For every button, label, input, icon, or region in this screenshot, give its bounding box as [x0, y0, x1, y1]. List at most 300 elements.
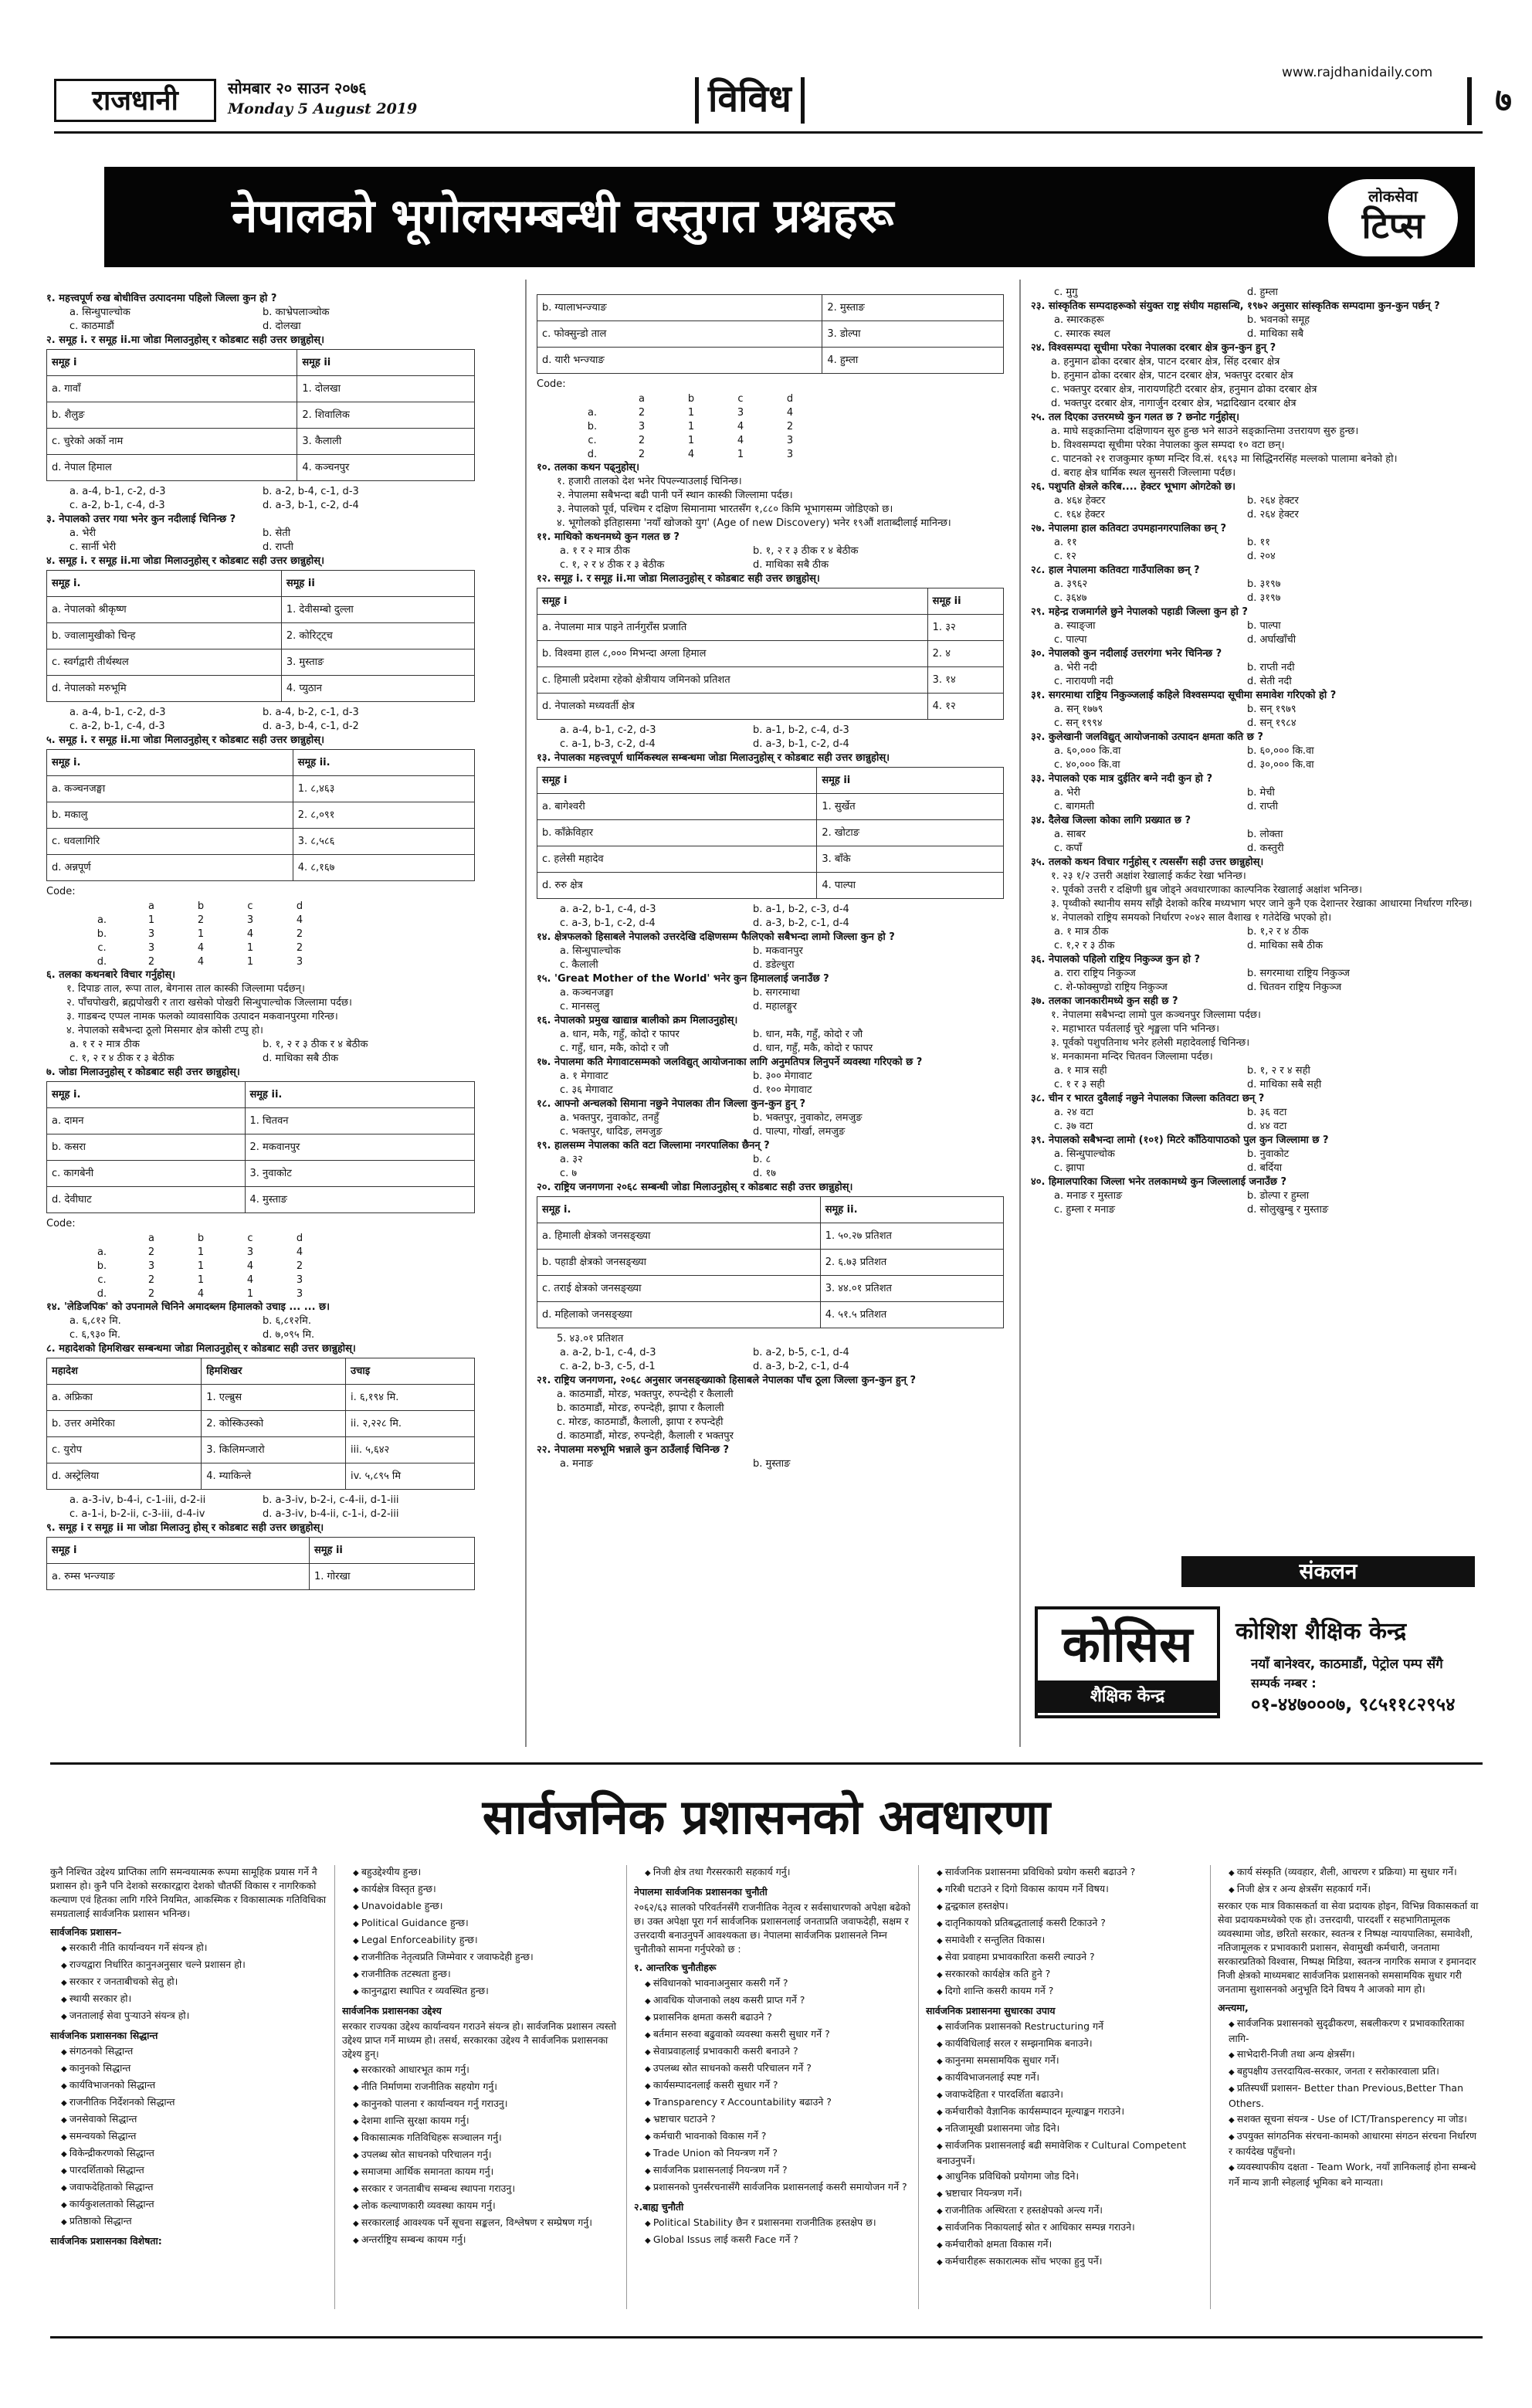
- code-cell: d.: [97, 1287, 107, 1300]
- article-bullet: ◆ कार्यसम्पादनलाई कसरी सुधार गर्ने ?: [634, 2078, 912, 2094]
- masthead-rule: [54, 131, 1483, 134]
- article-divider: [626, 1865, 627, 2309]
- answer-options: [1031, 842, 1486, 855]
- table-cell: 1. ३२: [927, 615, 1003, 641]
- article-paragraph: सरकार राज्यका उद्देश्य कार्यान्वयन गराउने संयन्त्र हो। सार्वजनिक प्रशासन त्यस्तो उद्देश्य प्राप्त गर्ने माध्यम हो। तसर्थ, सरकारका उद्देश्य नै सार्वजनिक प्रशासनका उद्देश्य हुन्।: [342, 2020, 616, 2060]
- answer-option: c. ४०,००० कि.वा: [1054, 759, 1120, 771]
- statement-item: b. काठमाडौं, मोरङ, रुपन्देही, झापा र कैलाली: [557, 1402, 724, 1414]
- table-cell: a. नेपालमा मात्र पाइने तार्नगुराँस प्रजाति: [537, 615, 928, 641]
- table-cell: 2. शिवालिक: [297, 402, 475, 429]
- answer-option: c. काठमाडौं: [69, 321, 114, 332]
- article-paragraph: कुनै निश्चित उद्देश्य प्राप्तिका लागि समन्वयात्मक रूपमा सामूहिक प्रयास गर्ने नै प्रशासन हो। कुनै पनि देशको सरकारद्वारा देशको चौतर्फी विकास र नागरिकको कल्याण एवं हितका लागि गरिने नियमित, आकस्मिक र विकासात्मक गतिविधिका समग्रतालाई सार्वजनिक प्रशासन भनिन्छ।: [50, 1866, 327, 1919]
- answer-option: b. मुस्ताङ: [753, 1458, 791, 1470]
- answer-options: [537, 1167, 1004, 1180]
- table-cell: 1. दोलखा: [297, 376, 475, 402]
- article-bullet: ◆ दातृनिकायको प्रतिबद्धतालाई कसरी टिकाउने ?: [926, 1916, 1204, 1931]
- table-cell: 1. सुर्खेत: [817, 794, 1004, 820]
- institute-logo: [1035, 1606, 1220, 1718]
- answer-options: [1031, 1106, 1486, 1119]
- article-bullet: ◆ सरकारलाई आवश्यक पर्ने सूचना सङ्कलन, विश्लेषण र सम्प्रेषण गर्नु।: [342, 2216, 620, 2231]
- table-row: [537, 1276, 1004, 1302]
- article-bullet: ◆ संविधानको भावनाअनुसार कसरी गर्ने ?: [634, 1976, 912, 1992]
- article-bullet: ◆ Legal Enforceability हुन्छ।: [342, 1933, 620, 1948]
- code-cell: 3: [296, 1274, 303, 1286]
- code-cell: 3: [786, 434, 794, 446]
- question-text: २. समूह i. र समूह ii.मा जोडा मिलाउनुहोस् र कोडबाट सही उत्तर छान्नुहोस्।: [46, 334, 325, 346]
- article-bullet: ◆ आधुनिक प्रविधिको प्रयोगमा जोड दिने।: [926, 2169, 1204, 2185]
- table-row: [47, 455, 475, 481]
- table-header-cell: समूह ii: [309, 1538, 474, 1564]
- article-bullet: ◆ भ्रष्टाचार घटाउने ?: [634, 2112, 912, 2128]
- table-cell: d. महिलाको जनसङ्ख्या: [537, 1302, 821, 1328]
- answer-option: a. धान, मकै, गहुँ, कोदो र फापर: [560, 1029, 680, 1040]
- table-row: [47, 376, 475, 402]
- code-cell: 2: [296, 928, 303, 940]
- answer-options: [1031, 286, 1486, 299]
- article-bullet: ◆ बहुउद्देश्यीय हुन्छ।: [342, 1865, 620, 1881]
- article-bullet: ◆ कर्मचारी भावनाको विकास गर्ने ?: [634, 2129, 912, 2145]
- answer-option: d. a-3-iv, b-4-ii, c-1-i, d-2-iii: [263, 1508, 399, 1520]
- answer-options: [46, 306, 475, 319]
- statement-item: ४. भूगोलको इतिहासमा 'नयाँ खोजको युग' (Age of new Discovery) भनेर १९औं शताब्दीलाई मानिन्छ।: [557, 517, 951, 529]
- table-cell: 3. नुवाकोट: [245, 1161, 475, 1187]
- answer-options: [46, 499, 475, 512]
- table-row: [47, 597, 475, 623]
- code-cell: 4: [296, 1246, 303, 1258]
- answer-options: [537, 1457, 1004, 1470]
- code-cell: 3: [638, 420, 646, 432]
- answer-option: d. बर्दिया: [1247, 1162, 1283, 1174]
- table-cell: b. पहाडी क्षेत्रको जनसङ्ख्या: [537, 1250, 821, 1276]
- answer-options: [46, 1052, 475, 1065]
- question-text: ६. तलका कथनबारे विचार गर्नुहोस्।: [46, 969, 176, 981]
- table-cell: 4. म्याकिन्ले: [202, 1463, 346, 1490]
- article-bullet: ◆ उपलब्ध स्रोत साधनको परिचालन गर्नु।: [342, 2148, 620, 2163]
- table-cell: 4. १२: [927, 694, 1003, 720]
- table-cell: b. काँक्रेविहार: [537, 820, 817, 846]
- code-cell: 1: [197, 1260, 205, 1272]
- article-divider: [918, 1865, 919, 2309]
- article-bullet: ◆ राजनीतिक तटस्थता हुन्छ।: [342, 1967, 620, 1982]
- statement-item: २. पाँचपोखरी, ब्रह्मपोखरी र तारा खसेको पोखरी सिन्धुपाल्चोक जिल्लामा पर्दछ।: [66, 997, 352, 1009]
- answer-option: a. ४६४ हेक्टर: [1054, 495, 1106, 507]
- answer-options: [537, 544, 1004, 558]
- answer-option: d. डडेल्धुरा: [753, 959, 795, 971]
- answer-options: [1031, 981, 1486, 994]
- answer-option: a. १ मेगावाट: [560, 1070, 608, 1082]
- table-header-row: [537, 1197, 1004, 1223]
- answer-option: d. १०० मेगावाट: [753, 1084, 812, 1096]
- table-cell: c. स्वर्गद्वारी तीर्थस्थल: [47, 649, 282, 676]
- code-cell: c.: [588, 434, 597, 446]
- answer-option: b. मकवानपुर: [753, 945, 803, 957]
- answer-options: [1031, 1148, 1486, 1161]
- code-cell: 2: [147, 1274, 155, 1286]
- table-row: [47, 429, 475, 455]
- statement-item: ३. नेपालको पूर्व, पश्चिम र दक्षिण सिमानामा भारतसँग १,८८० किमि भूभागसम्म जोडिएको छ।: [557, 504, 893, 515]
- answer-options: [1031, 758, 1486, 772]
- answer-option: a. सन् १७७९: [1054, 704, 1103, 715]
- answer-options: [537, 903, 1004, 916]
- answer-option: a. ३२: [560, 1154, 583, 1165]
- article-column-5: [1218, 1865, 1483, 2313]
- article-bullet: ◆ बर्तमान सरुवा बढुवाको व्यवस्था कसरी सुधार गर्ने ?: [634, 2027, 912, 2043]
- answer-option: d. अर्घाखाँची: [1247, 634, 1296, 646]
- article-bullet: ◆ गरिबी घटाउने र दिगो विकास कायम गर्ने विषय।: [926, 1882, 1204, 1898]
- site-url[interactable]: www.rajdhanidaily.com: [1282, 65, 1433, 80]
- statement-item: a. माघे सङ्क्रान्तिमा दक्षिणायन सुरु हुन्छ भने साउने सङ्क्रान्तिमा उत्तरायण सुरु हुन्छ।: [1051, 426, 1359, 437]
- answer-options: [537, 1070, 1004, 1083]
- table-row: [537, 667, 1004, 694]
- statement-item: 5. ४३.०१ प्रतिशत: [557, 1333, 624, 1345]
- article-bullet: ◆ अन्तर्राष्ट्रिय सम्बन्ध कायम गर्नु।: [342, 2233, 620, 2248]
- answer-option: d. a-3, b-1, c-2, d-4: [263, 500, 359, 511]
- match-table: [46, 749, 475, 881]
- match-table: [537, 767, 1004, 899]
- article-bullet: ◆ उपयुक्त सांगठनिक संरचना-कामको आधारमा संगठन संरचना निर्धारण र कार्यदेख पहुँचनो।: [1218, 2129, 1483, 2159]
- code-label: Code:: [537, 378, 566, 390]
- article-heading: सार्वजनिक प्रशासनका विशेषता:: [50, 2235, 162, 2247]
- table-cell: 2. ६.७३ प्रतिशत: [820, 1250, 1003, 1276]
- code-cell: 1: [197, 1246, 205, 1258]
- answer-option: c. ७: [560, 1168, 578, 1179]
- table-row: [47, 802, 475, 829]
- code-cell: b.: [97, 928, 107, 940]
- answer-options: [1031, 675, 1486, 688]
- table-row: [47, 855, 475, 881]
- article-heading: २.बाह्य चुनौती: [634, 2201, 684, 2213]
- section-title: विविध: [695, 77, 805, 124]
- table-header-cell: समूह ii: [297, 350, 475, 376]
- code-cell: 1: [687, 420, 695, 432]
- answer-options: [537, 917, 1004, 930]
- answer-option: d. a-3, b-2, c-1, d-4: [753, 917, 849, 929]
- code-cell: 2: [786, 420, 794, 432]
- code-cell: 4: [197, 941, 205, 954]
- article-bullet: ◆ निजी क्षेत्र तथा गैरसरकारी सहकार्य गर्नु।: [634, 1865, 912, 1881]
- answer-option: c. ६,९३० मि.: [69, 1329, 120, 1341]
- statement-item: a. हनुमान ढोका दरबार क्षेत्र, पाटन दरबार क्षेत्र, सिंह दरबार क्षेत्र: [1051, 356, 1280, 368]
- code-cell: d.: [97, 955, 107, 968]
- code-cell: 4: [737, 420, 744, 432]
- article-bullet: ◆ Transparency र Accountability बढाउने ?: [634, 2095, 912, 2111]
- answer-options: [1031, 939, 1486, 952]
- code-cell: b: [687, 392, 695, 405]
- table-header-row: [47, 750, 475, 776]
- table-header-row: [47, 1538, 475, 1564]
- article-bullet: ◆ कार्यक्षेत्र विस्तृत हुन्छ।: [342, 1882, 620, 1898]
- answer-options: [1031, 925, 1486, 938]
- answer-option: b. ११: [1247, 537, 1271, 548]
- code-cell: 3: [147, 928, 155, 940]
- table-cell: a. दामन: [47, 1108, 246, 1134]
- answer-option: d. २०४: [1247, 551, 1276, 562]
- table-cell: 1. ८,४६३: [293, 776, 474, 802]
- statement-item: ३. पूर्वको पशुपतिनाथ भनेर हलेसी महादेवलाई चिनिन्छ।: [1051, 1037, 1250, 1049]
- table-cell: c. तराई क्षेत्रको जनसङ्ख्या: [537, 1276, 821, 1302]
- code-cell: 2: [638, 434, 646, 446]
- table-header-cell: उचाइ: [345, 1358, 474, 1385]
- question-text: ८. महादेशको हिमशिखर सम्बन्धमा जोडा मिलाउनुहोस् र कोडबाट सही उत्तर छान्नुहोस्।: [46, 1343, 356, 1355]
- answer-option: c. सार्नी भेरी: [69, 541, 117, 553]
- quiz-column-2: [537, 292, 1004, 1744]
- table-cell: c. चुरेको अर्को नाम: [47, 429, 297, 455]
- answer-option: c. a-2, b-1, c-4, d-3: [69, 721, 165, 732]
- code-cell: a: [148, 900, 154, 912]
- table-header-row: [47, 1082, 475, 1108]
- article-bullet: ◆ प्रशासनिक क्षमता कसरी बढाउने ?: [634, 2010, 912, 2026]
- table-row: [47, 1385, 475, 1411]
- article-bullet: ◆ कार्यकुशलताको सिद्धान्त: [50, 2197, 328, 2213]
- answer-option: d. ७,०९५ मि.: [263, 1329, 315, 1341]
- table-cell: d. रुरु क्षेत्र: [537, 873, 817, 899]
- match-table: [46, 1081, 475, 1213]
- question-text: २४. विश्वसम्पदा सूचीमा परेका नेपालका दरबार क्षेत्र कुन-कुन हुन् ?: [1031, 342, 1276, 354]
- table-cell: 4. पाल्पा: [817, 873, 1004, 899]
- column-divider: [525, 280, 527, 1747]
- quiz-banner: नेपालको भूगोलसम्बन्धी वस्तुगत प्रश्नहरू: [104, 167, 1475, 267]
- statement-item: c. मोरङ, काठमाडौं, कैलाली, झापा र रुपन्देही: [557, 1416, 724, 1428]
- table-header-row: [537, 768, 1004, 794]
- article-bullet: ◆ राजनीतिक निर्देशनको सिद्धान्त: [50, 2095, 328, 2111]
- badge-big-text: टिप्स: [1361, 205, 1425, 246]
- answer-option: d. a-3, b-2, c-1, d-4: [753, 1361, 849, 1372]
- answer-option: b. डोल्पा र हुम्ला: [1247, 1190, 1310, 1202]
- article-bullet: ◆ कानुनद्वारा स्थापित र व्यवस्थित हुन्छ।: [342, 1984, 620, 1999]
- article-bullet: ◆ सार्वजनिक प्रशासनलाई बढी समावेशिक र Cultural Competent बनाउनुपर्ने।: [926, 2138, 1204, 2168]
- code-cell: 4: [246, 1260, 254, 1272]
- article-bullet: ◆ सार्वजनिक प्रशासनमा प्रविधिको प्रयोग कसरी बढाउने ?: [926, 1865, 1204, 1881]
- contact-label: सम्पर्क नम्बर :: [1251, 1676, 1317, 1691]
- answer-options: [1031, 508, 1486, 521]
- table-cell: a. गावाँ: [47, 376, 297, 402]
- answer-option: b. २६४ हेक्टर: [1247, 495, 1299, 507]
- code-cell: d: [786, 392, 794, 405]
- answer-option: b. ३६ वटा: [1247, 1107, 1287, 1118]
- answer-option: b. a-2, b-4, c-1, d-3: [263, 486, 359, 497]
- article-bullet: ◆ पारदर्शिताको सिद्धान्त: [50, 2163, 328, 2179]
- institute-name: कोशिश शैक्षिक केन्द्र: [1235, 1618, 1407, 1645]
- table-header-row: [47, 571, 475, 597]
- table-cell: 4. मुस्ताङ: [245, 1187, 475, 1213]
- answer-option: c. मानसलु: [560, 1001, 600, 1012]
- article-bullet: ◆ जनतालाई सेवा पुऱ्याउने संयन्त्र हो।: [50, 2009, 328, 2024]
- question-text: २७. नेपालमा हाल कतिवटा उपमहानगरपालिका छन् ?: [1031, 523, 1227, 534]
- answer-option: d. ३०,००० कि.वा: [1247, 759, 1314, 771]
- article-paragraph: २०६२/६३ सालको परिवर्तनसँगै राजनीतिक नेतृत्व र सर्वसाधारणको अपेक्षा बढेको छ। उक्त अपेक्षा पूरा गर्न सार्वजनिक प्रशासनलाई जनताप्रति जवाफदेही, सक्षम र उत्तरदायी बनाउनुपर्ने आवश्यकता छ। नेपालमा सार्वजनिक प्रशासनले निम्न चुनौतीको सामना गर्नुपरेको छ :: [634, 1901, 911, 1955]
- code-cell: 3: [147, 941, 155, 954]
- answer-options: [1031, 800, 1486, 813]
- answer-option: a. मनाङ: [560, 1458, 593, 1470]
- answer-option: a. स्याङ्जा: [1054, 620, 1096, 632]
- article-bullet: ◆ समन्वयको सिद्धान्त: [50, 2129, 328, 2145]
- answer-option: b. १, २ र ४ सही: [1247, 1065, 1310, 1077]
- table-row: [537, 846, 1004, 873]
- code-cell: 1: [246, 1287, 254, 1300]
- article-bullet: ◆ साभेदारी-निजी तथा अन्य क्षेत्रसँग।: [1218, 2047, 1483, 2063]
- table-cell: 4. ८,१६७: [293, 855, 474, 881]
- answer-options: [1031, 786, 1486, 799]
- answer-option: d. पाल्पा, गोर्खा, लमजुङ: [753, 1126, 846, 1138]
- article-bullet: ◆ लोक कल्याणकारी व्यवस्था कायम गर्नु।: [342, 2199, 620, 2214]
- table-cell: b. कसरा: [47, 1134, 246, 1161]
- table-cell: a. बागेश्वरी: [537, 794, 817, 820]
- question-text: १४. 'लेडिजपिक' को उपनामले चिनिने अमादब्लम हिमालको उचाइ ... ... छ।: [46, 1301, 330, 1313]
- table-row: [47, 1108, 475, 1134]
- answer-options: [537, 1111, 1004, 1124]
- answer-option: b. ६,८१२मि.: [263, 1315, 311, 1327]
- answer-option: b. लोक्ता: [1247, 829, 1283, 840]
- question-text: १. महत्त्वपूर्ण रुख बोधीवित्त उत्पादनमा पहिलो जिल्ला कुन हो ?: [46, 293, 277, 304]
- table-cell: 2. मकवानपुर: [245, 1134, 475, 1161]
- answer-options: [46, 1038, 475, 1051]
- article-bullet: ◆ सरकारको आधारभूत काम गर्नु।: [342, 2063, 620, 2078]
- article-bullet: ◆ सशक्त सूचना संयन्त्र - Use of ICT/Transperency मा जोड।: [1218, 2112, 1483, 2128]
- answer-option: b. धान, मकै, गहुँ, कोदो र जौ: [753, 1029, 863, 1040]
- table-cell: b. मकालु: [47, 802, 293, 829]
- table-cell: b. शैलुङ: [47, 402, 297, 429]
- statement-item: १. नेपालमा सबैभन्दा लामो पुल कञ्चनपुर जिल्लामा पर्दछ।: [1051, 1009, 1261, 1021]
- code-cell: a: [148, 1232, 154, 1244]
- answer-option: a. रारा राष्ट्रिय निकुञ्ज: [1054, 968, 1136, 979]
- article-bullet: ◆ कानुनको पालना र कार्यान्वयन गर्नु गराउनु।: [342, 2097, 620, 2112]
- institute-address: नयाँ बानेश्वर, काठमाडौं, पेट्रोल पम्प सँगै: [1251, 1657, 1443, 1672]
- answer-option: d. सेती नदी: [1247, 676, 1292, 687]
- answer-option: a. a-2, b-1, c-4, d-3: [560, 1347, 656, 1358]
- table-cell: a. नेपालको श्रीकृष्ण: [47, 597, 282, 623]
- article-bullet: ◆ सेवाप्रवाहलाई प्रभावकारी कसरी बनाउने ?: [634, 2044, 912, 2060]
- article-heading: सार्वजनिक प्रशासनका उद्देश्य: [342, 2005, 442, 2016]
- answer-option: b. a-4, b-2, c-1, d-3: [263, 707, 359, 718]
- code-cell: d: [296, 1232, 303, 1244]
- table-cell: 1. एल्ब्रुस: [202, 1385, 346, 1411]
- table-cell: 4. कञ्चनपुर: [297, 455, 475, 481]
- article-bullet: ◆ भ्रष्टाचार नियन्त्रण गर्ने।: [926, 2186, 1204, 2202]
- article-bullet: ◆ सरकार र जनताबीचको सेतु हो।: [50, 1975, 328, 1990]
- table-header-cell: समूह i: [537, 768, 817, 794]
- question-text: १०. तलका कथन पढ्नुहोस्।: [537, 462, 640, 473]
- article-bullet: ◆ सरकारको कार्यक्षेत्र कति हुने ?: [926, 1967, 1204, 1982]
- badge-small-text: लोकसेवा: [1368, 187, 1418, 205]
- article-bullet: ◆ सार्वजनिक प्रशासनको Restructuring गर्ने: [926, 2020, 1204, 2035]
- statement-item: २. नेपालमा सबैभन्दा बढी पानी पर्ने स्थान कास्की जिल्लामा पर्दछ।: [557, 490, 793, 501]
- article-bullet: ◆ विकेन्द्रीकरणको सिद्धान्त: [50, 2146, 328, 2162]
- answer-options: [46, 541, 475, 554]
- table-cell: d. अन्नपूर्ण: [47, 855, 293, 881]
- answer-option: c. कैलाली: [560, 959, 598, 971]
- statement-item: २. महाभारत पर्वतलाई चुरे शृङ्खला पनि भनिन्छ।: [1051, 1023, 1220, 1035]
- answer-option: d. माथिका सबै ठीक: [263, 1053, 339, 1064]
- article-bullet: ◆ कार्यविभाजनलाई स्पष्ट गर्ने।: [926, 2071, 1204, 2086]
- table-row: [47, 1564, 475, 1590]
- question-text: ३. नेपालको उत्तर गया भनेर कुन नदीलाई चिनिन्छ ?: [46, 514, 236, 525]
- answer-option: d. राप्ती: [263, 541, 293, 553]
- answer-options: [537, 1042, 1004, 1055]
- answer-options: [1031, 536, 1486, 549]
- answer-option: a. a-4, b-1, c-2, d-3: [560, 724, 656, 736]
- answer-option: c. कपाँ: [1054, 843, 1083, 854]
- answer-option: c. मुगु: [1054, 287, 1078, 298]
- masthead: [54, 56, 1512, 133]
- question-text: ३८. चीन र भारत दुवैलाई नछुने नेपालका जिल्ला कतिवटा छन् ?: [1031, 1093, 1265, 1104]
- code-cell: 2: [147, 1246, 155, 1258]
- logo-text-main: कोसिस: [1062, 1616, 1193, 1674]
- answer-option: b. a-3-iv, b-2-i, c-4-ii, d-1-iii: [263, 1494, 399, 1506]
- table-header-row: [47, 1358, 475, 1385]
- question-text: १७. नेपालमा कति मेगावाटसम्मको जलविद्युत् आयोजनाका लागि अनुमतिपत्र लिनुपर्ने व्यवस्था गरिएको छ ?: [537, 1056, 923, 1068]
- table-cell: b. ज्वालामुखीको चिन्ह: [47, 623, 282, 649]
- article-column-3: [634, 1865, 912, 2313]
- answer-option: a. स्मारकहरू: [1054, 314, 1104, 326]
- question-text: ३६. नेपालको पहिलो राष्ट्रिय निकुञ्ज कुन हो ?: [1031, 954, 1201, 965]
- table-row: [47, 776, 475, 802]
- paper-name: राजधानी: [54, 79, 216, 122]
- article-bullet: ◆ स्थायी सरकार हो।: [50, 1992, 328, 2007]
- article-bullet: ◆ कर्मचारीको क्षमता विकास गर्ने।: [926, 2237, 1204, 2253]
- answer-option: c. १२: [1054, 551, 1076, 562]
- table-header-cell: समूह ii.: [820, 1197, 1003, 1223]
- table-cell: d. देवीघाट: [47, 1187, 246, 1213]
- table-row: [537, 794, 1004, 820]
- answer-option: d. हुम्ला: [1247, 287, 1278, 298]
- table-row: [47, 1134, 475, 1161]
- answer-options: [1031, 703, 1486, 716]
- code-cell: d: [296, 900, 303, 912]
- question-text: ७. जोडा मिलाउनुहोस् र कोडबाट सही उत्तर छान्नुहोस्।: [46, 1067, 240, 1078]
- table-cell: d. यारी भन्ज्याङ: [537, 348, 822, 374]
- table-cell: ii. २,२२८ मि.: [345, 1411, 474, 1437]
- answer-option: d. ४४ वटा: [1247, 1121, 1287, 1132]
- code-cell: c.: [97, 941, 107, 954]
- code-cell: 1: [246, 941, 254, 954]
- code-cell: b: [197, 900, 205, 912]
- answer-options: [537, 1084, 1004, 1097]
- article-bullet: ◆ सार्वजनिक प्रशासनको सुदृढीकरण, सबलीकरण र प्रभावकारिताका लागि-: [1218, 2016, 1483, 2046]
- answer-option: d. ३१९७: [1247, 592, 1281, 604]
- answer-option: b. a-2, b-5, c-1, d-4: [753, 1347, 849, 1358]
- answer-option: c. १,२ र ३ ठीक: [1054, 940, 1115, 951]
- table-row: [47, 1187, 475, 1213]
- answer-options: [1031, 550, 1486, 563]
- table-cell: 4. ५१.५ प्रतिशत: [820, 1302, 1003, 1328]
- article-column-4: [926, 1865, 1204, 2313]
- answer-options: [46, 485, 475, 498]
- article-bullet: ◆ व्यवस्थापकीय दक्षता - Team Work, नयाँ ज्ञानिकलाई होना सम्बन्धे गर्ने मान्य ज्ञानी स्नेहलाई भूमिका बने मान्यता।: [1218, 2160, 1483, 2189]
- table-cell: iii. ५,६४२: [345, 1437, 474, 1463]
- answer-option: c. हुम्ला र मनाङ: [1054, 1204, 1116, 1216]
- table-cell: 2. ८,०९१: [293, 802, 474, 829]
- answer-option: a. १ मात्र ठीक: [1054, 926, 1109, 938]
- answer-option: d. १७: [753, 1168, 777, 1179]
- question-text: १३. नेपालका महत्त्वपूर्ण धार्मिकस्थल सम्बन्धमा जोडा मिलाउनुहोस् र कोडबाट सही उत्तर छान्नुहोस्।: [537, 752, 890, 764]
- article-bullet: ◆ जवाफदेहिताको सिद्धान्त: [50, 2180, 328, 2196]
- table-cell: c. हलेसी महादेव: [537, 846, 817, 873]
- answer-option: a. सिन्धुपाल्चोक: [69, 307, 130, 318]
- table-cell: 3. मुस्ताङ: [281, 649, 474, 676]
- article-bullet: ◆ कर्मचारीहरू सकारात्मक सोंच भएका हुनु पर्ने।: [926, 2254, 1204, 2270]
- article-bullet: ◆ कार्यविधिलाई सरल र सम्झनामिक बनाउने।: [926, 2037, 1204, 2052]
- answer-option: d. २६४ हेक्टर: [1247, 509, 1299, 521]
- code-cell: c: [247, 900, 253, 912]
- statement-item: b. हनुमान ढोका दरबार क्षेत्र, पाटन दरबार क्षेत्र, भक्तपुर दरबार क्षेत्र: [1051, 370, 1293, 382]
- answer-options: [1031, 494, 1486, 507]
- table-header-cell: समूह ii: [281, 571, 474, 597]
- answer-option: c. ३७ वटा: [1054, 1121, 1093, 1132]
- table-header-cell: समूह i.: [47, 571, 282, 597]
- table-cell: 1. गोरखा: [309, 1564, 474, 1590]
- article-title: सार्वजनिक प्रशासनको अवधारणा: [482, 1789, 1051, 1845]
- article-divider: [1210, 1865, 1211, 2309]
